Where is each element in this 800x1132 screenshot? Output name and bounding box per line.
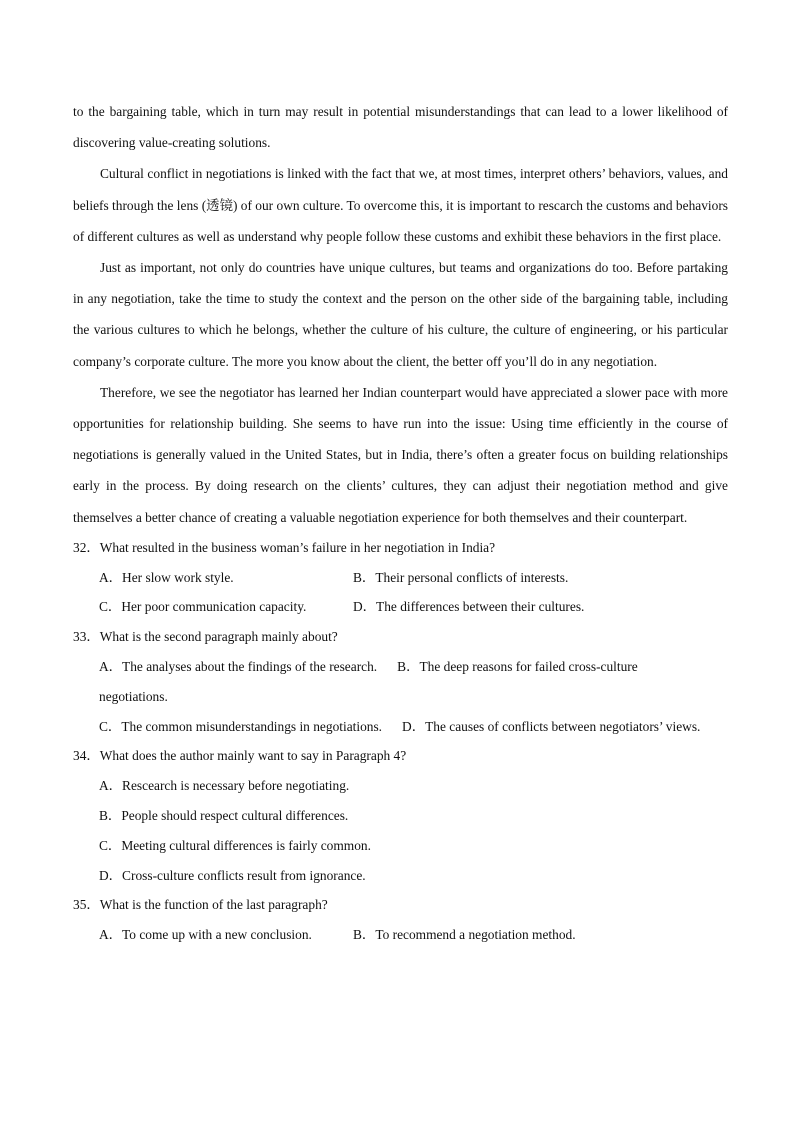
answer-options <box>73 563 728 623</box>
question-32 <box>73 533 728 622</box>
option-row <box>99 920 728 950</box>
option-d[interactable]: D．Cross-culture conflicts result from ignorance. <box>99 867 366 883</box>
question-stem: 34．What does the author mainly want to say in Paragraph 4? <box>73 748 407 764</box>
question-stem: 35．What is the function of the last paragraph? <box>73 897 328 913</box>
option-c[interactable]: C．The common misunderstandings in negotiations. <box>99 718 383 734</box>
passage-paragraph-3: Just as important, not only do countries have unique cultures, but teams and organizations do too. Before partaking in any negotiation, take the time to study the context and the person on the other side of the bargaining table, including the various cultures to which he belongs, whether the culture of his culture, the culture of engineering, or his particular company’s corporate culture. The more you know about the client, the better off you’ll do in any negotiation. <box>73 260 728 369</box>
question-stem: 32．What resulted in the business woman’s failure in her negotiation in India? <box>73 539 496 555</box>
option-b[interactable]: B．People should respect cultural differences. <box>99 808 349 824</box>
option-row <box>99 563 728 593</box>
question-33 <box>73 622 728 741</box>
option-a[interactable]: A．Rescearch is necessary before negotiating. <box>99 778 350 794</box>
option-d[interactable]: D．The causes of conflicts between negotiators’ views. <box>402 718 701 734</box>
option-row <box>99 592 728 622</box>
option-b[interactable]: B．Their personal conflicts of interests. <box>353 569 569 585</box>
option-row <box>99 712 728 742</box>
passage-paragraph-2: Cultural conflict in negotiations is linked with the fact that we, at most times, interpret others’ behaviors, values, and beliefs through the lens (透镜) of our own culture. To overcome this, it is important to rescarch the customs and behaviors of different cultures as well as understand why people follow these customs and exhibit these behaviors in the first place. <box>73 166 728 244</box>
option-a[interactable]: A．To come up with a new conclusion. <box>99 927 312 943</box>
answer-options <box>73 771 728 890</box>
document-page <box>73 96 728 950</box>
option-row <box>99 652 728 682</box>
passage-paragraph-4: Therefore, we see the negotiator has learned her Indian counterpart would have appreciated a slower pace with more opportunities for relationship building. She seems to have run into the issue: Using time efficiently in the course of negotiations is generally valued in the United States, but in India, there’s often a greater focus on building relationships early in the process. By doing research on the clients’ cultures, they can adjust their negotiation method and give themselves a better chance of creating a valuable negotiation experience for both themselves and their counterpart. <box>73 384 728 525</box>
option-b[interactable]: B．To recommend a negotiation method. <box>353 927 576 943</box>
option-d[interactable]: D．The differences between their cultures. <box>353 599 585 615</box>
option-b-continuation: negotiations. <box>99 688 168 704</box>
passage-paragraph-1-tail: to the bargaining table, which in turn may result in potential misunderstandings that can lead to a lower likelihood of discovering value-creating solutions. <box>73 104 728 151</box>
answer-options <box>73 920 728 950</box>
question-34 <box>73 741 728 890</box>
option-b[interactable]: B．The deep reasons for failed cross-culture <box>397 659 638 675</box>
option-c[interactable]: C．Her poor communication capacity. <box>99 599 307 615</box>
question-35 <box>73 890 728 950</box>
option-a[interactable]: A．Her slow work style. <box>99 569 234 585</box>
option-c[interactable]: C．Meeting cultural differences is fairly common. <box>99 837 371 853</box>
option-a[interactable]: A．The analyses about the findings of the research. <box>99 659 378 675</box>
question-stem: 33．What is the second paragraph mainly about? <box>73 629 338 645</box>
answer-options <box>73 652 728 741</box>
